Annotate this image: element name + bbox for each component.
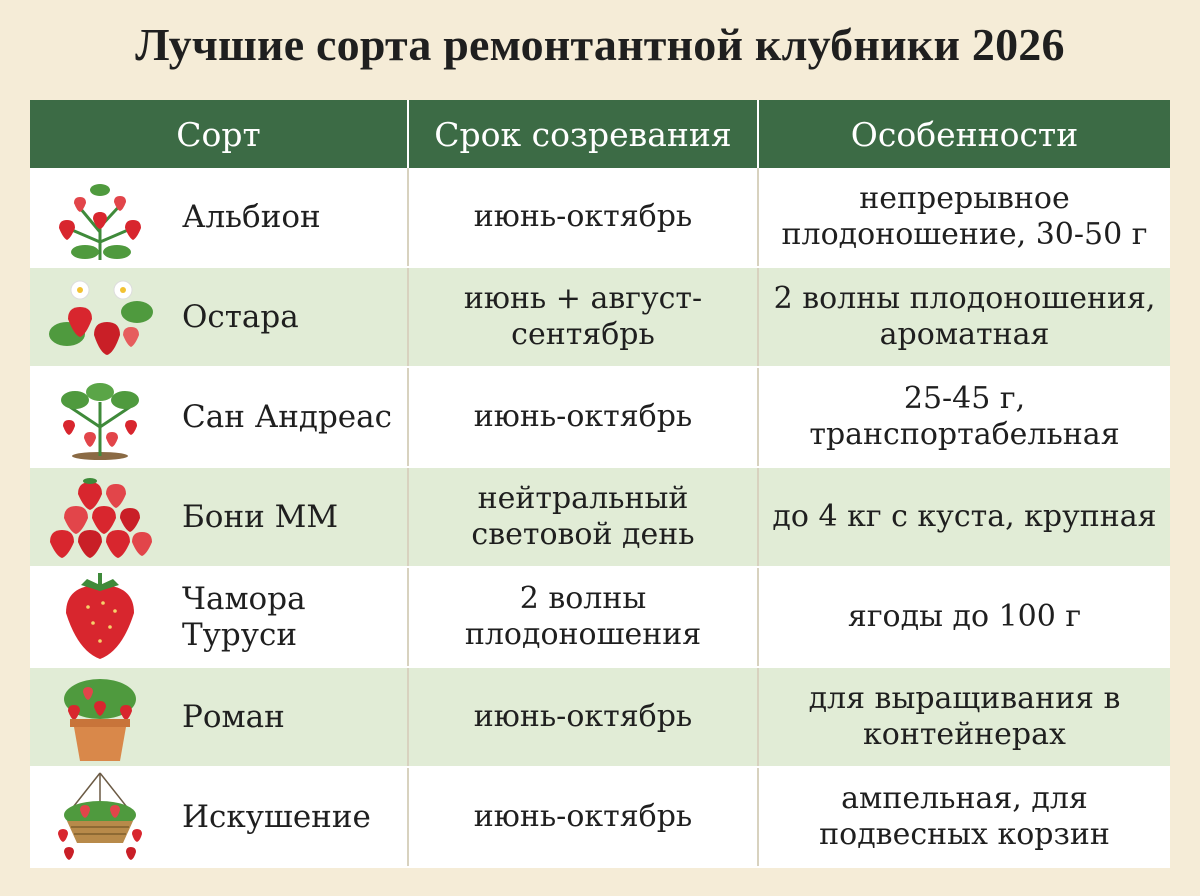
features-cell	[758, 767, 1170, 867]
features-text: для выращивания в контейнерах	[808, 681, 1121, 752]
sort-cell	[30, 567, 408, 667]
features-cell	[758, 567, 1170, 667]
table-row	[30, 667, 1170, 767]
features-text: ампельная, для подвесных корзин	[819, 781, 1110, 852]
features-text: 2 волны плодоношения, ароматная	[773, 281, 1156, 352]
varieties-table	[30, 100, 1170, 868]
features-cell	[758, 667, 1170, 767]
sort-cell	[30, 667, 408, 767]
features-cell	[758, 267, 1170, 367]
page-title: Лучшие сорта ремонтантной клубники 2026	[135, 19, 1065, 70]
strawberry-pile-icon	[30, 468, 170, 566]
potted-strawberry-icon	[30, 668, 170, 766]
term-text: июнь + август-сентябрь	[463, 281, 703, 352]
big-strawberry-icon	[30, 568, 170, 666]
term-cell	[408, 667, 758, 767]
term-text: нейтральный световой день	[471, 481, 695, 552]
column-header-features: Особенности	[758, 100, 1170, 168]
features-text: ягоды до 100 г	[847, 599, 1082, 634]
term-text: июнь-октябрь	[473, 699, 693, 734]
sort-cell	[30, 367, 408, 467]
term-cell	[408, 267, 758, 367]
table-row	[30, 567, 1170, 667]
term-text: июнь-октябрь	[473, 199, 693, 234]
features-text: 25-45 г, транспортабельная	[809, 381, 1120, 452]
strawberry-plant-icon	[30, 368, 170, 466]
sort-cell	[30, 168, 408, 267]
table-header-row	[30, 100, 1170, 168]
sort-name: Сан Андреас	[182, 399, 392, 435]
hanging-basket-icon	[30, 768, 170, 866]
term-cell	[408, 767, 758, 867]
table-row	[30, 767, 1170, 867]
features-text: до 4 кг с куста, крупная	[772, 499, 1157, 534]
features-cell	[758, 467, 1170, 567]
column-header-sort: Сорт	[30, 100, 408, 168]
features-cell	[758, 168, 1170, 267]
term-cell	[408, 168, 758, 267]
term-text: июнь-октябрь	[473, 399, 693, 434]
term-cell	[408, 567, 758, 667]
sort-name: Роман	[182, 699, 285, 735]
features-text: непрерывное плодоношение, 30-50 г	[781, 181, 1148, 252]
sort-name: Бони ММ	[182, 499, 339, 535]
sort-cell	[30, 467, 408, 567]
term-text: 2 волны плодоношения	[464, 581, 702, 652]
sort-name: Искушение	[182, 799, 371, 835]
sort-cell	[30, 767, 408, 867]
column-header-term: Срок созревания	[408, 100, 758, 168]
sort-cell	[30, 267, 408, 367]
table-row	[30, 168, 1170, 267]
term-cell	[408, 367, 758, 467]
term-text: июнь-октябрь	[473, 799, 693, 834]
strawberry-flowers-icon	[30, 268, 170, 366]
sort-name: Остара	[182, 299, 299, 335]
table-row	[30, 467, 1170, 567]
features-cell	[758, 367, 1170, 467]
sort-name: Альбион	[182, 199, 321, 235]
sort-name: Чамора Туруси	[182, 581, 306, 653]
table-row	[30, 367, 1170, 467]
table-row	[30, 267, 1170, 367]
term-cell	[408, 467, 758, 567]
strawberry-bush-icon	[30, 168, 170, 266]
